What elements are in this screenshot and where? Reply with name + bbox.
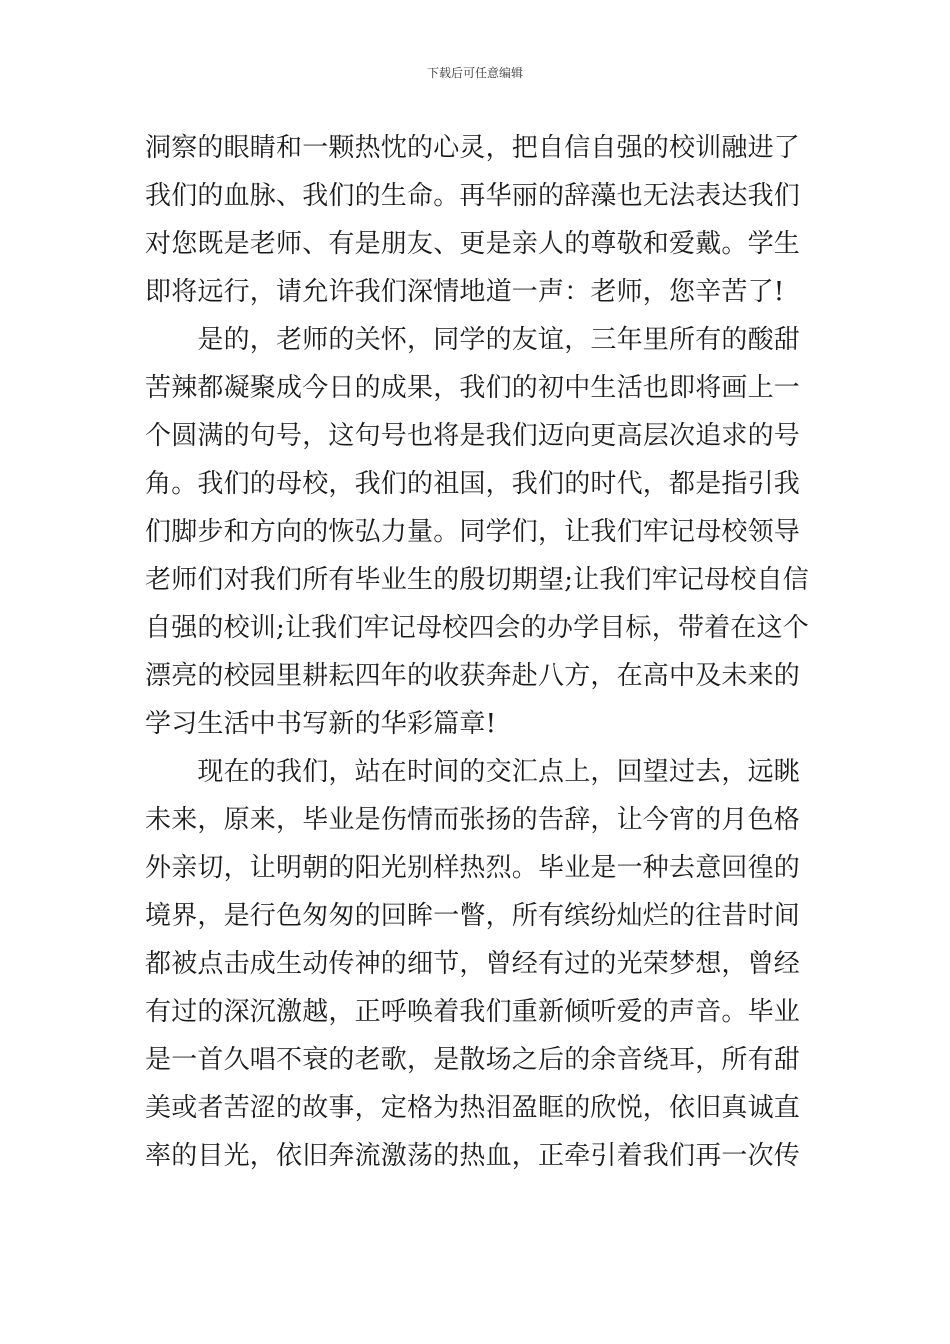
text-line: 角。我们的母校，我们的祖国，我们的时代，都是指引我 [145, 469, 801, 499]
text-line: 们脚步和方向的恢弘力量。同学们，让我们牢记母校领导 [145, 517, 801, 547]
text-line: 都被点击成生动传神的细节，曾经有过的光荣梦想，曾经 [145, 949, 801, 979]
text-line: 学习生活中书写新的华彩篇章! [145, 709, 497, 739]
text-line: 漂亮的校园里耕耘四年的收获奔赴八方，在高中及未来的 [145, 661, 801, 691]
text-line: 是一首久唱不衰的老歌，是散场之后的余音绕耳，所有甜 [145, 1045, 801, 1075]
text-line: 未来，原来，毕业是伤情而张扬的告辞，让今宵的月色格 [145, 805, 801, 835]
text-line: 对您既是老师、有是朋友、更是亲人的尊敬和爱戴。学生 [145, 229, 801, 259]
text-line: 美或者苦涩的故事，定格为热泪盈眶的欣悦，依旧真诚直 [145, 1093, 801, 1123]
text-line: 率的目光，依旧奔流激荡的热血，正牵引着我们再一次传 [145, 1141, 801, 1171]
page-header: 下载后可任意编辑 [426, 66, 523, 80]
text-line: 外亲切，让明朝的阳光别样热烈。毕业是一种去意回徨的 [145, 853, 801, 883]
text-line: 我们的血脉、我们的生命。再华丽的辞藻也无法表达我们 [145, 181, 801, 211]
document-body [145, 124, 807, 1180]
text-line: 苦辣都凝聚成今日的成果，我们的初中生活也即将画上一 [145, 373, 801, 403]
text-line: 个圆满的句号，这句号也将是我们迈向更高层次追求的号 [145, 421, 801, 451]
text-line: 现在的我们，站在时间的交汇点上，回望过去，远眺 [145, 757, 801, 787]
text-line: 自强的校训;让我们牢记母校四会的办学目标，带着在这个 [145, 613, 809, 643]
text-line: 有过的深沉激越，正呼唤着我们重新倾听爱的声音。毕业 [145, 997, 801, 1027]
text-line: 境界，是行色匆匆的回眸一瞥，所有缤纷灿烂的往昔时间 [145, 901, 801, 931]
text-line: 即将远行，请允许我们深情地道一声：老师，您辛苦了! [145, 277, 785, 307]
text-line: 洞察的眼睛和一颗热忱的心灵，把自信自强的校训融进了 [145, 133, 801, 163]
text-line: 老师们对我们所有毕业生的殷切期望;让我们牢记母校自信 [145, 565, 809, 595]
text-line: 是的，老师的关怀，同学的友谊，三年里所有的酸甜 [145, 325, 801, 355]
